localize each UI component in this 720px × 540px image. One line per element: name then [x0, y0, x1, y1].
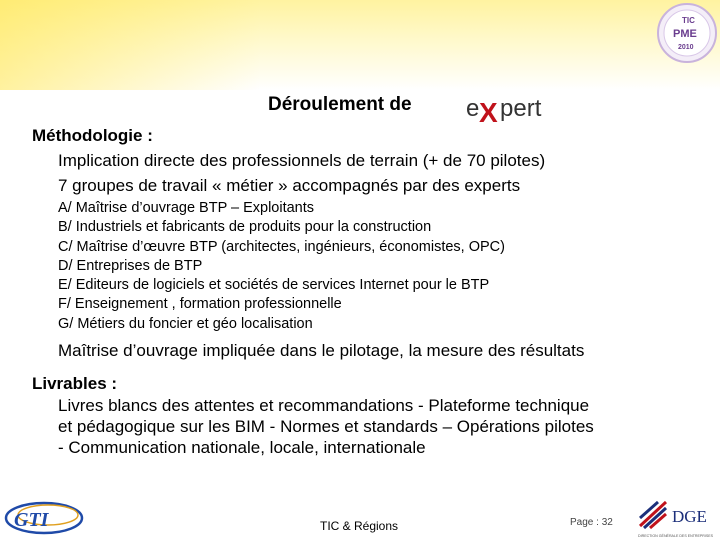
tic-text: TIC — [682, 16, 695, 25]
livrables-heading: Livrables : — [32, 374, 118, 393]
pme-text: PME — [673, 28, 697, 40]
gti-logo — [4, 498, 86, 536]
group-item: D/ Entreprises de BTP — [58, 257, 203, 274]
svg-text:pert: pert — [500, 95, 542, 122]
gti-text: GTI — [14, 509, 49, 531]
group-item: A/ Maîtrise d’ouvrage BTP – Exploitants — [58, 200, 315, 216]
group-item: B/ Industriels et fabricants de produits pour la construction — [58, 219, 432, 236]
methodologie-section — [32, 126, 584, 361]
methodologie-line-1: Implication directe des professionnels de terrain (+ de 70 pilotes) — [58, 151, 546, 170]
year-text: 2010 — [678, 44, 694, 51]
svg-text:e: e — [466, 95, 480, 122]
tic-pme-logo — [656, 2, 718, 64]
dge-subtext: DIRECTION GÉNÉRALE DES ENTREPRISES — [638, 534, 714, 538]
methodologie-heading: Méthodologie : — [32, 126, 153, 145]
methodologie-line-2: 7 groupes de travail « métier » accompagnés par des experts — [58, 176, 521, 195]
slide-title: Déroulement de — [268, 94, 412, 115]
header-glow — [0, 0, 260, 90]
livrables-line: et pédagogique sur les BIM - Normes et standards – Opérations pilotes — [58, 417, 594, 436]
svg-text:X: X — [479, 97, 498, 128]
page-number: Page : 32 — [570, 517, 613, 528]
group-item: F/ Enseignement , formation professionnelle — [58, 296, 342, 313]
livrables-line: - Communication nationale, locale, internationale — [58, 438, 426, 457]
footer-center-text: TIC & Régions — [320, 519, 399, 533]
groups-list — [58, 199, 584, 334]
livrables-line: Livres blancs des attentes et recommandations - Plateforme technique — [58, 396, 590, 415]
dge-logo — [636, 496, 718, 540]
group-item: C/ Maîtrise d’œuvre BTP (architectes, ingénieurs, économistes, OPC) — [58, 238, 505, 255]
header-band — [0, 0, 720, 90]
methodologie-line-3: Maîtrise d’ouvrage impliquée dans le pilotage, la mesure des résultats — [58, 341, 585, 361]
livrables-section — [32, 374, 594, 458]
group-item: G/ Métiers du foncier et géo localisation — [58, 315, 313, 332]
dge-text: DGE — [672, 507, 707, 526]
group-item: E/ Editeurs de logiciels et sociétés de services Internet pour le BTP — [58, 277, 490, 294]
